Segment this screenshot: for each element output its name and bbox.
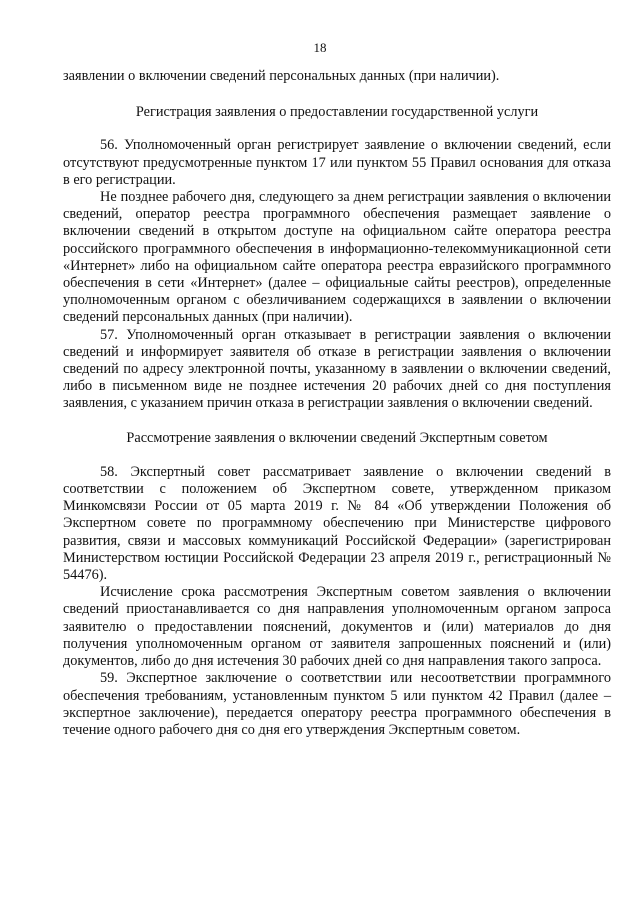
paragraph-56-continued: Не позднее рабочего дня, следующего за днем регистрации заявления о включении сведений, оператор реестра программного обеспечения размещает заявление о включении сведений в открытом доступе на официальном сайте оператора реестра российского программного обеспечения в информационно-телекоммуникационной сети «Интернет» либо на официальном сайте оператора реестра евразийского программного обеспечения в сети «Интернет» (далее – официальные сайты реестров), определенные уполномоченным органом с обезличиванием содержащихся в заявлении о включении сведений персональных данных (при наличии). [63,189,611,326]
paragraph-57: 57. Уполномоченный орган отказывает в регистрации заявления о включении сведений и информирует заявителя об отказе в регистрации заявления о включении сведений по адресу электронной почты, указанному в заявлении о включении сведений, либо в письменном виде не позднее истечения 20 рабочих дней со дня поступления заявления, с указанием причин отказа в регистрации заявления о включении сведений. [63,326,611,412]
paragraph-59: 59. Экспертное заключение о соответствии или несоответствии программного обеспечения требованиям, установленным пунктом 5 или пунктом 42 Правил (далее – экспертное заключение), передается оператору реестра программного обеспечения в течение одного рабочего дня со дня его утверждения Экспертным советом. [63,670,611,738]
paragraph-58: 58. Экспертный совет рассматривает заявление о включении сведений в соответствии с положением об Экспертном совете, утвержденном приказом Минкомсвязи России от 05 марта 2019 г. № 84 «Об утверждении Положения об Экспертном совете по программному обеспечению при Министерстве цифрового развития, связи и массовых коммуникаций Российской Федерации» (зарегистрирован Министерством юстиции Российской Федерации 23 апреля 2019 г., регистрационный № 54476). [63,463,611,584]
paragraph-continuation: заявлении о включении сведений персональных данных (при наличии). [63,68,500,84]
paragraph-58-continued: Исчисление срока рассмотрения Экспертным советом заявления о включении сведений приостанавливается со дня направления уполномоченным органом запроса заявителю о предоставлении пояснений, документов и (или) материалов до дня получения уполномоченным органом от заявителя запрошенных пояснений и (или) документов, либо до дня истечения 30 рабочих дней со дня направления такого запроса. [63,584,611,670]
page-number: 18 [313,40,327,55]
paragraph-56: 56. Уполномоченный орган регистрирует заявление о включении сведений, если отсутствуют предусмотренные пунктом 17 или пунктом 55 Правил основания для отказа в его регистрации. [63,137,611,188]
section-heading-registration: Регистрация заявления о предоставлении государственной услуги [135,104,539,121]
document-body [63,68,611,739]
section-heading-expert-review: Рассмотрение заявления о включении сведений Экспертным советом [126,429,548,446]
